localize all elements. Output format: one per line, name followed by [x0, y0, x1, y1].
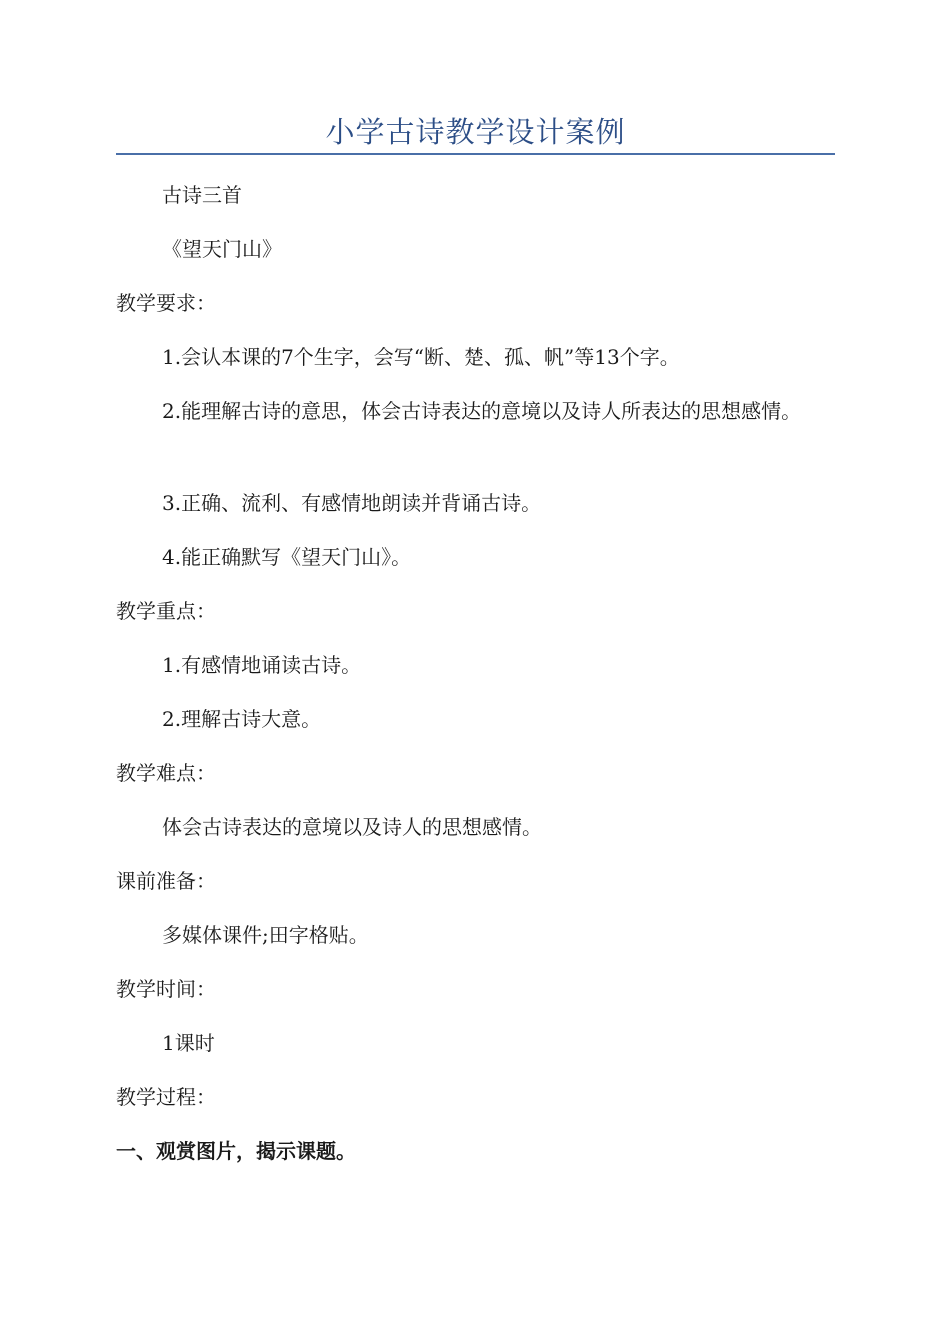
requirement-item-4: 4.能正确默写《望天门山》。 [162, 545, 412, 569]
requirements-heading: 教学要求： [116, 291, 216, 315]
requirement-item-3: 3.正确、流利、有感情地朗读并背诵古诗。 [162, 491, 542, 515]
key-points-heading: 教学重点： [116, 599, 216, 623]
requirement-item-2: 2.能理解古诗的意思，体会古诗表达的意境以及诗人所表达的思想感情。 [162, 399, 802, 423]
preparation-item-1: 多媒体课件;田字格贴。 [162, 923, 369, 947]
section-heading-1: 一、观赏图片，揭示课题。 [116, 1139, 356, 1163]
teaching-time-value: 1课时 [162, 1031, 215, 1055]
preparation-heading: 课前准备： [116, 869, 216, 893]
difficulty-item-1: 体会古诗表达的意境以及诗人的思想感情。 [162, 815, 542, 839]
requirement-item-1: 1.会认本课的7个生字，会写“断、楚、孤、帆”等13个字。 [162, 345, 680, 369]
key-point-item-2: 2.理解古诗大意。 [162, 707, 322, 731]
teaching-time-heading: 教学时间： [116, 977, 216, 1001]
title-underline [116, 153, 835, 155]
poem-title-text: 《望天门山》 [162, 237, 282, 261]
subtitle-text: 古诗三首 [162, 183, 242, 207]
key-point-item-1: 1.有感情地诵读古诗。 [162, 653, 362, 677]
teaching-process-heading: 教学过程： [116, 1085, 216, 1109]
difficulties-heading: 教学难点： [116, 761, 216, 785]
document-title: 小学古诗教学设计案例 [325, 115, 626, 149]
